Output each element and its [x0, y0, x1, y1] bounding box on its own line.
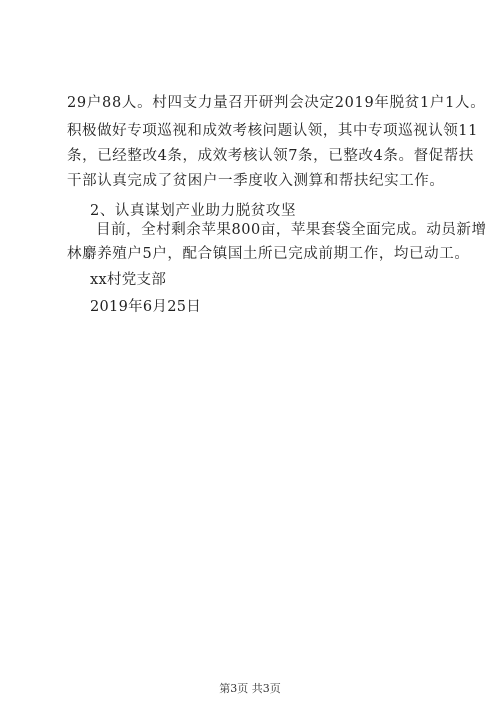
signature-organization: xx村党支部	[90, 272, 167, 288]
signature-date: 2019年6月25日	[90, 299, 202, 315]
paragraph-line: 干部认真完成了贫困户一季度收入测算和帮扶纪实工作。	[67, 173, 445, 189]
paragraph-line: 条，已经整改4条，成效考核认领7条，已整改4条。督促帮扶	[67, 148, 474, 164]
section-heading: 2、认真谋划产业助力脱贫攻坚	[90, 203, 297, 219]
paragraph-line: 林麝养殖户5户，配合镇国土所已完成前期工作，均已动工。	[67, 246, 470, 262]
paragraph-line: 积极做好专项巡视和成效考核问题认领，其中专项巡视认领11	[67, 123, 478, 139]
paragraph-line: 目前，全村剩余苹果800亩，苹果套袋全面完成。动员新增	[96, 222, 487, 238]
paragraph-line: 29户88人。村四支力量召开研判会决定2019年脱贫1户1人。	[67, 95, 486, 111]
page-footer: 第3页 共3页	[219, 682, 281, 695]
